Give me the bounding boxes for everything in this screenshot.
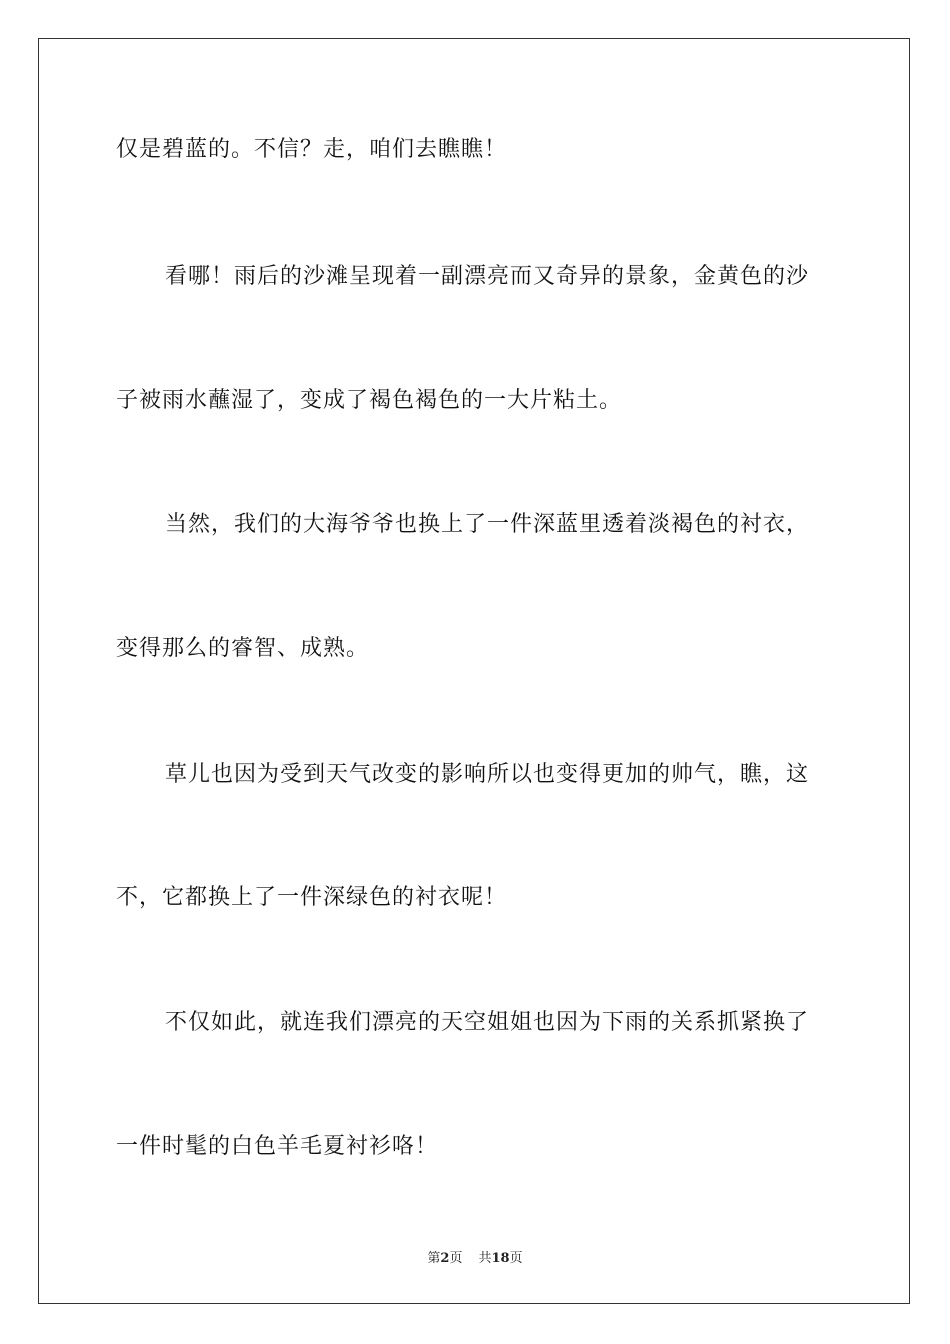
paragraph-line-9: 一件时髦的白色羊毛夏衬衫咯！ [116, 1134, 439, 1159]
paragraph-line-2: 看哪！雨后的沙滩呈现着一副漂亮而又奇异的景象，金黄色的沙 [165, 264, 810, 289]
footer-page-suffix: 页 [449, 1251, 463, 1266]
page-border [38, 38, 910, 1304]
paragraph-line-4: 当然，我们的大海爷爷也换上了一件深蓝里透着淡褐色的衬衣， [165, 512, 810, 537]
page-footer [0, 1247, 950, 1266]
paragraph-line-3: 子被雨水蘸湿了，变成了褐色褐色的一大片粘土。 [116, 388, 623, 413]
footer-page-number: 2 [440, 1251, 450, 1266]
footer-total-number: 18 [491, 1251, 510, 1266]
paragraph-line-7: 不，它都换上了一件深绿色的衬衣呢！ [116, 885, 508, 910]
paragraph-line-1: 仅是碧蓝的。不信？走，咱们去瞧瞧！ [116, 137, 508, 162]
paragraph-line-8: 不仅如此，就连我们漂亮的天空姐姐也因为下雨的关系抓紧换了 [165, 1010, 810, 1035]
footer-total-prefix: 共 [478, 1251, 492, 1266]
paragraph-line-5: 变得那么的睿智、成熟。 [116, 636, 370, 661]
footer-page-prefix: 第 [427, 1251, 441, 1266]
footer-total-suffix: 页 [509, 1251, 523, 1266]
paragraph-line-6: 草儿也因为受到天气改变的影响所以也变得更加的帅气，瞧，这 [165, 762, 810, 787]
